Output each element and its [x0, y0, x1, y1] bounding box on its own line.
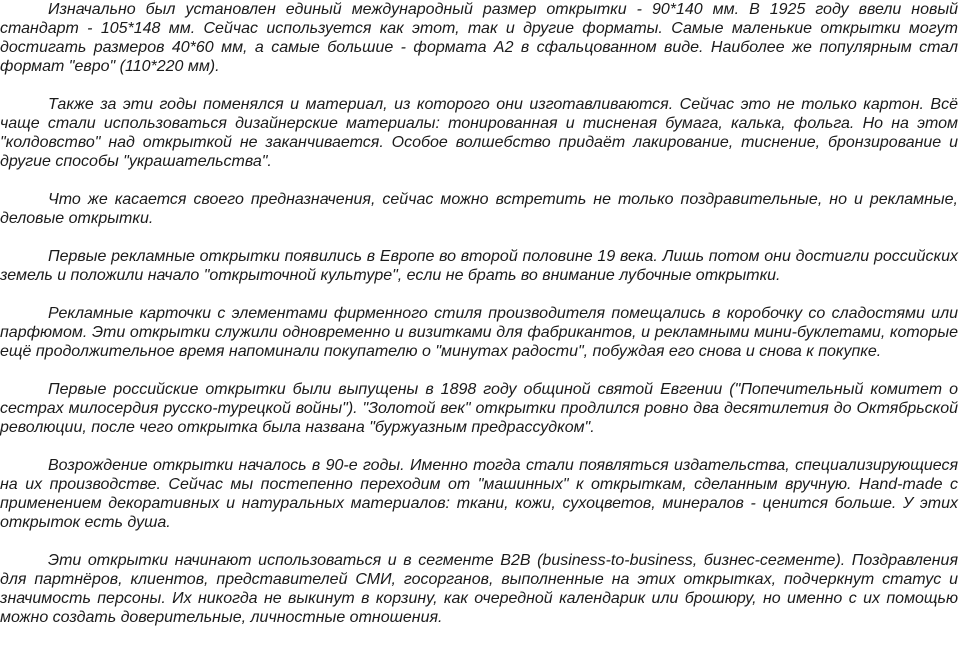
paragraph-7: Возрождение открытки началось в 90-е годы. Именно тогда стали появляться издательства, специализирующиеся на их производстве. Сейчас мы постепенно переходим от "машинных" к открыткам, сделанным вручную. Hand-made с применением декоративных и натуральных материалов: ткани, кожи, сухоцветов, минералов - ценится больше. У этих открыток есть душа. [0, 457, 958, 531]
paragraph-3: Что же касается своего предназначения, сейчас можно встретить не только поздравительные, но и рекламные, деловые открытки. [0, 191, 958, 227]
paragraph-2: Также за эти годы поменялся и материал, из которого они изготавливаются. Сейчас это не только картон. Всё чаще стали использоваться дизайнерские материалы: тонированная и тисненая бумага, калька, фольга. Но на этом "колдовство" над открыткой не заканчивается. Особое волшебство придаёт лакирование, тиснение, бронзирование и другие способы "украшательства". [0, 96, 958, 170]
paragraph-4: Первые рекламные открытки появились в Европе во второй половине 19 века. Лишь потом они достигли российских земель и положили начало "открыточной культуре", если не брать во внимание лубочные открытки. [0, 248, 958, 284]
paragraph-1: Изначально был установлен единый международный размер открытки - 90*140 мм. В 1925 году ввели новый стандарт - 105*148 мм. Сейчас используется как этот, так и другие форматы. Самые маленькие открытки могут достигать размеров 40*60 мм, а самые большие - формата А2 в сфальцованном виде. Наиболее же популярным стал формат "евро" (110*220 мм). [0, 1, 958, 75]
paragraph-5: Рекламные карточки с элементами фирменного стиля производителя помещались в коробочку со сладостями или парфюмом. Эти открытки служили одновременно и визитками для фабрикантов, и рекламными мини-буклетами, которые ещё продолжительное время напоминали покупателю о "минутах радости", побуждая его снова и снова к покупке. [0, 305, 958, 360]
paragraph-6: Первые российские открытки были выпущены в 1898 году общиной святой Евгении ("Попечительный комитет о сестрах милосердия русско-турецкой войны"). "Золотой век" открытки продлился ровно два десятилетия до Октябрьской революции, после чего открытка была названа "буржуазным предрассудком". [0, 381, 958, 436]
paragraph-8: Эти открытки начинают использоваться и в сегменте B2B (business-to-business, бизнес-сегменте). Поздравления для партнёров, клиентов, представителей СМИ, госорганов, выполненные на этих открытках, подчеркнут статус и значимость персоны. Их никогда не выкинут в корзину, как очередной календарик или брошюру, но именно с их помощью можно создать доверительные, личностные отношения. [0, 552, 958, 626]
